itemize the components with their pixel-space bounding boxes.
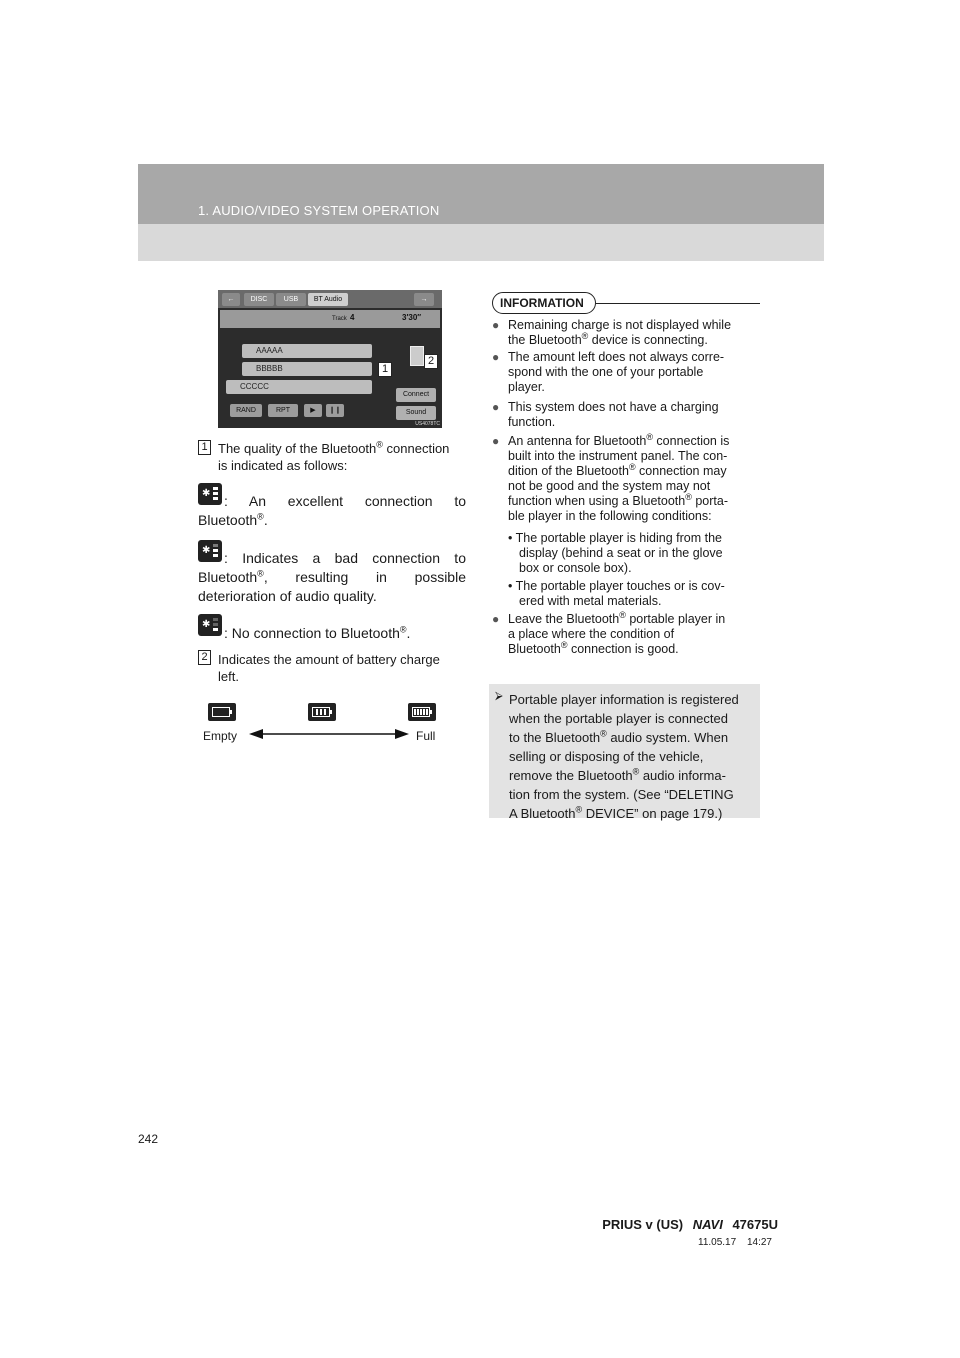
item-2-text: Indicates the amount of battery charge left. (218, 652, 440, 684)
figure-code: US4078TC (415, 421, 440, 427)
excellent-line-2: Bluetooth®. (198, 511, 268, 528)
figure-tab-disc: DISC (244, 293, 274, 306)
info-bullet-2: The amount left does not always corre- spond with the one of your portable player. (508, 350, 725, 394)
figure-callout-1: 1 (378, 362, 392, 377)
info-bullet-1: Remaining charge is not displayed while the Bluetooth® device is connecting. (508, 318, 732, 347)
figure-track-label: Track (332, 316, 347, 322)
arrow-bullet-icon: ⮚ (495, 690, 503, 702)
page-number: 242 (138, 1132, 159, 1146)
note-box (489, 684, 760, 821)
bullet-icon: ● (492, 318, 500, 332)
info-sub-bullet-1: • The portable player is hiding from the display (behind a seat or in the glove box or console box). (508, 531, 723, 575)
figure-tab-bt-audio: BT Audio (308, 293, 348, 306)
double-arrow-icon (249, 727, 409, 741)
none-line: : No connection to Bluetooth®. (224, 624, 411, 641)
footer-model: PRIUS v (US) NAVI 47675U (602, 1217, 778, 1232)
figure-tab-usb: USB (276, 293, 306, 306)
item-2-marker: 2 (198, 650, 211, 665)
figure-rpt-button: RPT (268, 404, 298, 417)
bad-line-1: : Indicates a bad connection to (224, 550, 466, 566)
information-heading: INFORMATION (492, 292, 596, 314)
info-sub-bullet-2: • The portable player touches or is cov- ered with metal materials. (508, 579, 725, 608)
figure-row-song: AAAAA (242, 344, 372, 358)
figure-play-button: ▶ (304, 404, 322, 417)
bullet-icon: ● (492, 400, 500, 414)
bluetooth-excellent-icon: ✱ (198, 483, 222, 505)
figure-sound-button: Sound (396, 406, 436, 420)
bluetooth-none-icon: ✱ (198, 614, 222, 636)
figure-callout-2: 2 (424, 354, 438, 369)
bad-line-2: Bluetooth®, resulting in possible (198, 568, 466, 585)
figure-battery-indicator (410, 346, 424, 366)
information-rule (596, 303, 760, 304)
bluetooth-bad-icon: ✱ (198, 540, 222, 562)
figure-pause-button: ❙❙ (326, 404, 344, 417)
battery-empty-label: Empty (203, 729, 238, 743)
audio-screen-figure (218, 290, 442, 428)
bullet-icon: ● (492, 350, 500, 364)
info-bullet-4: An antenna for Bluetooth® connection is built into the instrument panel. The con- dition of the Bluetooth® connection may not be good and the system may not function when using a Bluetooth® porta- ble player in the following conditions: (508, 431, 730, 523)
figure-row-artist: CCCCC (226, 380, 372, 394)
header-band (138, 164, 824, 261)
figure-row-album: BBBBB (242, 362, 372, 376)
battery-full-icon (408, 703, 436, 721)
figure-track-bar (220, 310, 440, 328)
figure-tab-bar (218, 290, 442, 308)
battery-half-icon (308, 703, 336, 721)
back-arrow-icon: ← (222, 293, 240, 306)
figure-track-number: 4 (350, 313, 355, 322)
battery-empty-icon (208, 703, 236, 721)
bullet-icon: ● (492, 612, 500, 626)
figure-track-time: 3′30″ (402, 313, 422, 322)
info-bullet-3: This system does not have a charging function. (508, 400, 719, 429)
info-bullet-5: Leave the Bluetooth® portable player in a place where the condition of Bluetooth® connection is good. (508, 609, 726, 656)
excellent-line-1: : An excellent connection to (224, 493, 466, 509)
forward-arrow-icon: → (414, 293, 434, 306)
figure-rand-button: RAND (230, 404, 262, 417)
battery-full-label: Full (416, 729, 436, 743)
section-title: 1. AUDIO/VIDEO SYSTEM OPERATION (198, 203, 440, 218)
bullet-icon: ● (492, 434, 500, 448)
note-text: Portable player information is registered when the portable player is connected to the Bluetooth® audio system. When selling or disposing of the vehicle, remove the Bluetooth® audio informa- tion from the system. (See “DELETING A Bluetooth® DEVICE” on page 179.) (509, 692, 739, 821)
bad-line-3: deterioration of audio quality. (198, 588, 377, 604)
item-1-text: The quality of the Bluetooth® connection is indicated as follows: (218, 439, 450, 473)
item-1-marker: 1 (198, 440, 211, 455)
figure-connect-button: Connect (396, 388, 436, 402)
footer-timestamp: 11.05.17 14:27 (698, 1237, 772, 1248)
